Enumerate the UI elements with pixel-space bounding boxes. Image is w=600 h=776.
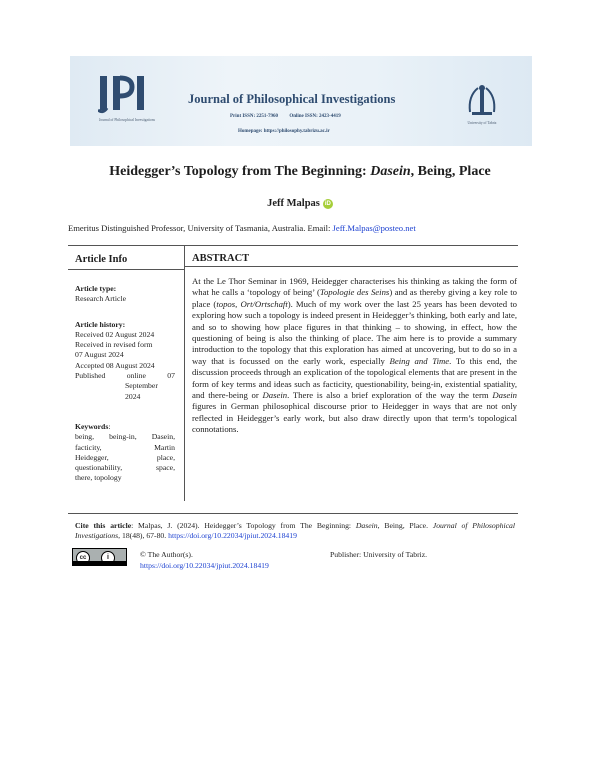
received-date: Received 02 August 2024 — [75, 329, 155, 339]
keywords-label: Keywords: — [75, 421, 111, 431]
keywords-line: Heidegger, place, — [75, 452, 175, 462]
abstract-heading: ABSTRACT — [192, 253, 250, 264]
university-logo-icon — [466, 82, 498, 118]
issn-line — [230, 114, 351, 119]
article-type-value: Research Article — [75, 294, 127, 304]
print-issn: Print ISSN: 2251-7960 — [230, 114, 279, 119]
affiliation: Emeritus Distinguished Professor, University of Tasmania, Australia. Email: Jeff.Malpas@posteo.net — [68, 223, 416, 233]
abstract-text: At the Le Thor Seminar in 1969, Heidegger characterises his thinking as taking the form of what he calls a ‘topology of being’ (Topologie des Seins) and as thereby giving a key role to place (topos, Ort/Ortschaft). Much of my work over the last 25 years has been devoted to exploring how such a topology is indeed present in Heidegger’s thinking, both early and late, and so to showing how place figures in that thinking – to showing, in effect, how the questioning of being is also the thinking of place. The aim here is to provide a summary introduction to the topology that this exploration has aimed at uncovering, but to do so in a way that is focussed on the early work, especially Being and Time. To this end, the discussion proceeds through an explication of the topological elements that are present in the form of key terms and ideas such as facticity, questionability, being-in, existential spatiality, and there-being or Dasein. There is also a brief exploration of the way the term Dasein figures in German philosophical discourse prior to Heidegger in ways that are not only reflected in Heidegger’s early work, but also draw directly upon that term’s topological connotations. — [192, 276, 518, 435]
revised-date-value: 07 August 2024 — [75, 350, 124, 360]
journal-homepage[interactable]: Homepage: https://philosophy.tabrizu.ac.ir — [238, 129, 330, 134]
by-icon: i — [101, 551, 115, 565]
cc-icon: cc — [76, 551, 90, 565]
info-heading-rule — [68, 269, 184, 270]
journal-banner — [70, 56, 532, 146]
university-caption: University of Tabriz — [467, 121, 497, 125]
accepted-date: Accepted 08 August 2024 — [75, 360, 155, 370]
published-date: Published online 07 — [75, 371, 175, 381]
article-info-heading: Article Info — [75, 254, 128, 265]
publisher: Publisher: University of Tabriz. — [330, 550, 428, 559]
article-info — [75, 284, 175, 484]
cc-by-icon[interactable] — [72, 548, 127, 566]
article-type-label: Article type: — [75, 284, 117, 293]
journal-title: Journal of Philosophical Investigations — [188, 92, 396, 106]
keywords-line: facticity, Martin — [75, 442, 175, 452]
author-name: Jeff Malpas — [267, 198, 320, 209]
keywords-line: being, being-in, Dasein, — [75, 432, 175, 442]
copyright: © The Author(s). — [140, 550, 193, 559]
article-history-label: Article history: — [75, 319, 126, 329]
author — [0, 198, 600, 209]
column-divider — [184, 246, 185, 501]
published-date-value: September 2024 — [125, 381, 158, 401]
online-issn: Online ISSN: 2423-4419 — [289, 114, 341, 119]
orcid-icon[interactable]: iD — [324, 201, 331, 207]
doi-link[interactable]: https://doi.org/10.22034/jpiut.2024.18419 — [140, 561, 269, 570]
abstract-heading-rule — [185, 266, 518, 267]
bottom-rule — [68, 513, 518, 514]
paper-title: Heidegger’s Topology from The Beginning: Dasein, Being, Place — [109, 164, 491, 179]
citation-doi-link[interactable]: https://doi.org/10.22034/jpiut.2024.18419 — [168, 531, 297, 541]
author-email-link[interactable]: Jeff.Malpas@posteo.net — [332, 223, 416, 233]
keywords-line: questionability, space, — [75, 463, 175, 473]
revised-date: Received in revised form — [75, 340, 153, 350]
keywords-line: there, topology — [75, 473, 122, 483]
citation: Cite this article: Malpas, J. (2024). Heidegger’s Topology from The Beginning: Dasein, Being, Place. Journal of Philosophical Investigations, 18(48), 67-80. https://doi.org/10.22034/jpiut.2024.18419 — [75, 521, 515, 541]
top-rule — [68, 245, 518, 246]
jpi-logo-icon — [98, 74, 148, 114]
logo-subtitle: Journal of Philosophical Investigations — [99, 118, 155, 122]
